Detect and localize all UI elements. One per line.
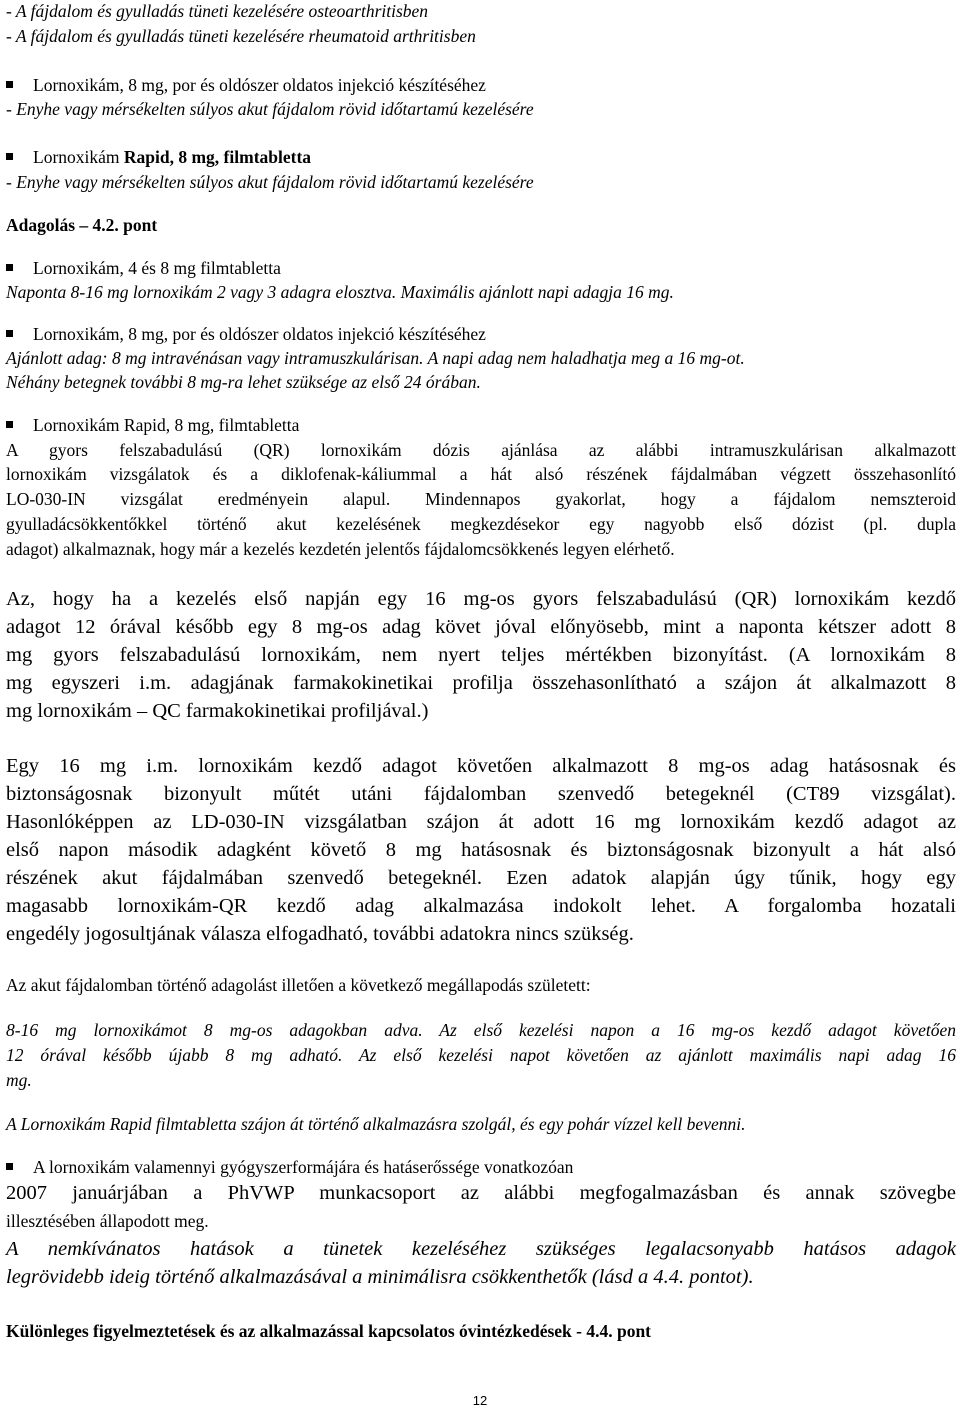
agreement-line: 8-16 mg lornoxikámot 8 mg-os adagokban adva. Az első kezelési napon a 16 mg-os kezdő adagot követően <box>6 1020 956 1040</box>
body-line: első napon második adagként követő 8 mg hatásosnak és biztonságosnak bizonyult a hát alsó <box>6 839 956 861</box>
body-line: gyulladácsökkentőkkel történő akut kezelésének megkezdésekor egy nagyobb első dózist (pl. dupla <box>6 514 956 534</box>
body-line: magasabb lornoxikám-QR kezdő adag alkalmazása indokolt lehet. A forgalomba hozatali <box>6 895 956 917</box>
bullet-item <box>6 414 299 436</box>
body-line: lornoxikám vizsgálatok és a diklofenak-káliummal a hát alsó részének fájdalmában végzett összehasonlító <box>6 464 956 484</box>
bullet-square-icon <box>6 153 13 160</box>
bullet-text: Lornoxikám, 8 mg, por és oldószer oldatos injekció készítéséhez <box>33 75 486 95</box>
dosage-line: Ajánlott adag: 8 mg intravénásan vagy intramuszkulárisan. A napi adag nem haladhatja meg a 16 mg-ot. <box>6 348 745 368</box>
body-line: mg egyszeri i.m. adagjának farmakokinetikai profilja összehasonlítható a szájon át alkalmazott 8 <box>6 672 956 694</box>
agreement-line: mg. <box>6 1070 32 1090</box>
bullet-item <box>6 257 281 279</box>
body-line: részének akut fájdalmában szenvedő betegeknél. Ezen adatok alapján úgy tűnik, hogy egy <box>6 867 956 889</box>
section-heading: Adagolás – 4.2. pont <box>6 215 158 235</box>
bullet-square-icon <box>6 264 13 271</box>
bullet-item <box>6 74 486 96</box>
bullet-text: Lornoxikám <box>33 415 124 435</box>
body-line: Az, hogy ha a kezelés első napján egy 16 mg-os gyors felszabadulású (QR) lornoxikám kezdő <box>6 588 956 610</box>
bullet-text: Lornoxikám, 8 mg, por és oldószer oldatos injekció készítéséhez <box>33 324 486 344</box>
bullet-square-icon <box>6 81 13 88</box>
bullet-text: A lornoxikám valamennyi gyógyszerformájára és hatáserőssége vonatkozóan <box>33 1157 574 1177</box>
body-line: Egy 16 mg i.m. lornoxikám kezdő adagot követően alkalmazott 8 mg-os adag hatásosnak és <box>6 755 956 777</box>
bullet-square-icon <box>6 330 13 337</box>
indication-line: - Enyhe vagy mérsékelten súlyos akut fájdalom rövid időtartamú kezelésére <box>6 99 534 119</box>
agreement-line: 12 órával később újabb 8 mg adható. Az első kezelési napot követően az ajánlott maximális napi adag 16 <box>6 1045 956 1065</box>
bullet-text: Rapid, 8 mg, filmtabletta <box>123 415 300 435</box>
body-line: Hasonlóképpen az LD-030-IN vizsgálatban szájon át adott 16 mg lornoxikám kezdő adagot az <box>6 811 956 833</box>
bullet-item <box>6 146 311 168</box>
agreement-line: A Lornoxikám Rapid filmtabletta szájon át történő alkalmazásra szolgál, és egy pohár vízzel kell bevenni. <box>6 1114 746 1134</box>
body-line: legrövidebb ideig történő alkalmazásával a minimálisra csökkenthetők (lásd a 4.4. pontot). <box>6 1266 754 1288</box>
body-line: mg lornoxikám – QC farmakokinetikai profiljával.) <box>6 700 429 722</box>
dosage-line: Néhány betegnek további 8 mg-ra lehet szüksége az első 24 órában. <box>6 372 481 392</box>
bullet-square-icon <box>6 421 13 428</box>
body-line: LO-030-IN vizsgálat eredményein alapul. Mindennapos gyakorlat, hogy a fájdalom nemszteroid <box>6 489 956 509</box>
bullet-item <box>6 323 486 345</box>
bullet-text: Lornoxikám <box>33 147 124 167</box>
body-line: adagot 12 órával később egy 8 mg-os adag követ jóval előnyösebb, mint a naponta kétszer adott 8 <box>6 616 956 638</box>
bullet-text-bold: Rapid, 8 mg, filmtabletta <box>123 147 312 167</box>
body-line: A gyors felszabadulású (QR) lornoxikám dózis ajánlása az alábbi intramuszkulárisan alkalmazott <box>6 440 956 460</box>
body-line: illesztésében állapodott meg. <box>6 1211 209 1231</box>
bullet-text: Lornoxikám, 4 és 8 mg filmtabletta <box>33 258 281 278</box>
dosage-line: Naponta 8-16 mg lornoxikám 2 vagy 3 adagra elosztva. Maximális ajánlott napi adagja 16 mg. <box>6 282 674 302</box>
indication-line: - A fájdalom és gyulladás tüneti kezelésére rheumatoid arthritisben <box>6 26 476 46</box>
body-line: engedély jogosultjának válasza elfogadható, további adatokra nincs szükség. <box>6 923 634 945</box>
body-line: 2007 januárjában a PhVWP munkacsoport az alábbi megfogalmazásban és annak szövegbe <box>6 1182 956 1204</box>
indication-line: - A fájdalom és gyulladás tüneti kezelésére osteoarthritisben <box>6 1 429 21</box>
page-number: 12 <box>472 1393 488 1408</box>
section-heading: Különleges figyelmeztetések és az alkalmazással kapcsolatos óvintézkedések - 4.4. pont <box>6 1321 652 1341</box>
indication-line: - Enyhe vagy mérsékelten súlyos akut fájdalom rövid időtartamú kezelésére <box>6 172 534 192</box>
bullet-item <box>6 1156 573 1178</box>
body-line: A nemkívánatos hatások a tünetek kezeléséhez szükséges legalacsonyabb hatásos adagok <box>6 1238 956 1260</box>
agreement-intro: Az akut fájdalomban történő adagolást illetően a következő megállapodás született: <box>6 975 591 995</box>
body-line: mg gyors felszabadulású lornoxikám, nem nyert teljes mértékben bizonyítást. (A lornoxikám 8 <box>6 644 956 666</box>
body-line: adagot) alkalmaznak, hogy már a kezelés kezdetén jelentős fájdalomcsökkenés legyen elérhető. <box>6 539 675 559</box>
body-line: biztonságosnak bizonyult műtét utáni fájdalomban szenvedő betegeknél (CT89 vizsgálat). <box>6 783 956 805</box>
bullet-square-icon <box>6 1163 13 1170</box>
